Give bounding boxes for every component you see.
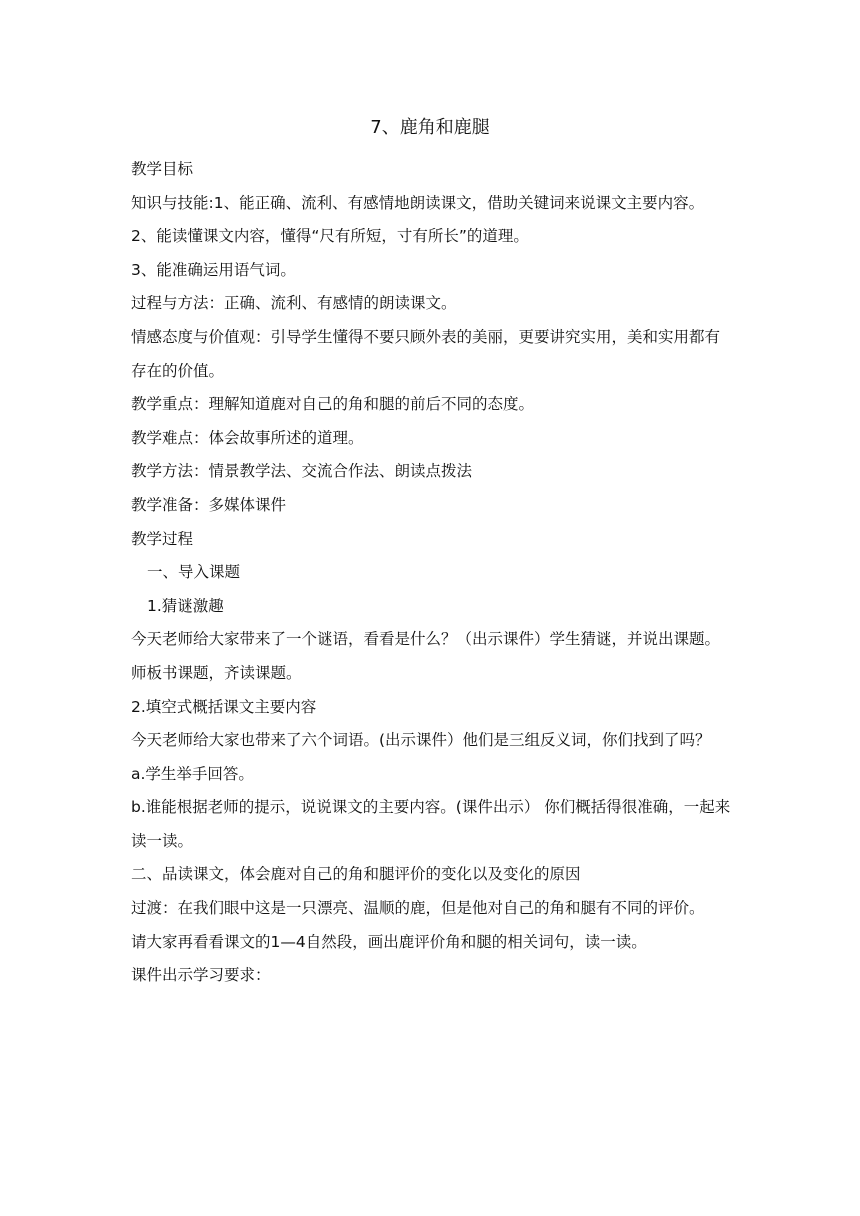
paragraph: 教学目标 bbox=[131, 160, 194, 178]
paragraph: 请大家再看看课文的1—4自然段，画出鹿评价角和腿的相关词句，读一读。 bbox=[131, 932, 647, 951]
paragraph: 教学过程 bbox=[131, 529, 194, 548]
paragraph: 教学准备：多媒体课件 bbox=[131, 495, 287, 514]
paragraph: 一、导入课题 bbox=[147, 563, 241, 582]
paragraph: 3、能准确运用语气词。 bbox=[131, 260, 296, 279]
paragraph: b.谁能根据老师的提示，说说课文的主要内容。(课件出示） 你们概括得很准确，一起来读一读。 bbox=[131, 798, 731, 850]
paragraph: 过渡：在我们眼中这是一只漂亮、温顺的鹿，但是他对自己的角和腿有不同的评价。 bbox=[131, 899, 705, 918]
paragraph: 情感态度与价值观：引导学生懂得不要只顾外表的美丽，更要讲究实用，美和实用都有存在的价值。 bbox=[131, 327, 721, 380]
paragraph: 教学重点：理解知道鹿对自己的角和腿的前后不同的态度。 bbox=[131, 395, 535, 414]
paragraph: 教学难点：体会故事所述的道理。 bbox=[131, 428, 364, 447]
paragraph: 1.猜谜激趣 bbox=[147, 596, 224, 615]
paragraph: 今天老师给大家也带来了六个词语。(出示课件）他们是三组反义词，你们找到了吗？ bbox=[131, 731, 711, 750]
paragraph: a.学生举手回答。 bbox=[131, 764, 254, 783]
paragraph: 过程与方法：正确、流利、有感情的朗读课文。 bbox=[131, 294, 457, 313]
paragraph: 课件出示学习要求： bbox=[131, 966, 271, 985]
paragraph: 2、能读懂课文内容，懂得“尺有所短，寸有所长”的道理。 bbox=[131, 227, 529, 246]
paragraph: 知识与技能:1、能正确、流利、有感情地朗读课文，借助关键词来说课文主要内容。 bbox=[131, 193, 705, 212]
paragraph: 今天老师给大家带来了一个谜语，看看是什么？（出示课件）学生猜谜，并说出课题。师板书课题，齐读课题。 bbox=[131, 630, 721, 682]
document-title: 7、鹿角和鹿腿 bbox=[370, 117, 490, 138]
document-body bbox=[131, 153, 731, 993]
paragraph: 2.填空式概括课文主要内容 bbox=[131, 697, 317, 716]
paragraph: 教学方法：情景教学法、交流合作法、朗读点拨法 bbox=[131, 462, 473, 481]
paragraph: 二、品读课文，体会鹿对自己的角和腿评价的变化以及变化的原因 bbox=[131, 865, 581, 884]
